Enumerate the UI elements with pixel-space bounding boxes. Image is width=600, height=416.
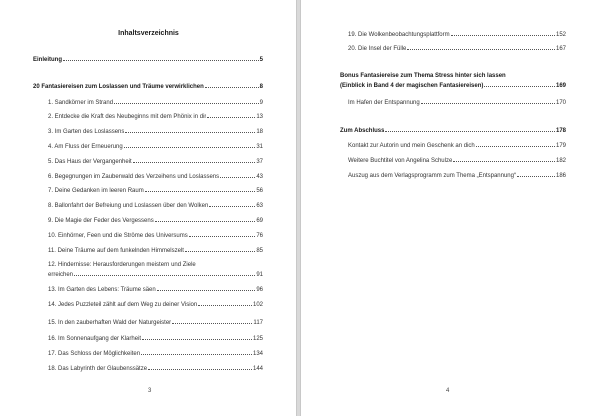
toc-entry-label: 9. Die Magie der Feder des Vergessens: [48, 218, 154, 224]
toc-entry-wrapped[interactable]: [48, 261, 263, 280]
toc-entry-page: 5: [259, 57, 263, 63]
toc-entry[interactable]: [348, 44, 566, 53]
toc-entry[interactable]: [48, 186, 263, 195]
page-number-left: 3: [148, 388, 152, 394]
toc-entry[interactable]: [48, 172, 263, 181]
dot-leader: [141, 349, 252, 355]
toc-entry-page: 167: [555, 46, 566, 52]
toc-entry-page: 186: [555, 173, 566, 179]
dot-leader: [476, 141, 555, 147]
dot-leader: [198, 300, 252, 306]
toc-entry-label: 5. Das Haus der Vergangenheit: [48, 159, 132, 165]
toc-entry-page: 179: [555, 143, 566, 149]
toc-entry-page: 37: [256, 159, 263, 165]
dot-leader: [124, 142, 256, 148]
dot-leader: [157, 285, 256, 291]
toc-entry-label: Im Hafen der Entspannung: [348, 100, 420, 106]
toc-entry[interactable]: [48, 349, 263, 358]
toc-entry[interactable]: [48, 201, 263, 210]
dot-leader: [114, 98, 259, 104]
toc-entry-label-line2: erreichen: [48, 272, 74, 278]
toc-entry-label: 4. Am Fluss der Erneuerung: [48, 144, 123, 150]
toc-entry-label: 6. Begegnungen im Zauberwald des Verzeihens und Loslassens: [48, 174, 220, 180]
toc-entry-label-line2: (Einblick in Band 4 der magischen Fantasiereisen): [340, 83, 484, 89]
toc-entry-label: 10. Einhörner, Feen und die Ströme des Universums: [48, 233, 188, 239]
dot-leader: [185, 246, 255, 252]
toc-entry[interactable]: [48, 300, 263, 309]
toc-entry-page: 96: [256, 287, 263, 293]
dot-leader: [220, 172, 255, 178]
toc-entry-page: 69: [256, 218, 263, 224]
dot-leader: [451, 30, 555, 36]
toc-title: Inhaltsverzeichnis: [118, 30, 179, 37]
dot-leader: [145, 186, 256, 192]
toc-entry-page: 63: [256, 203, 263, 209]
dot-leader: [74, 270, 255, 276]
toc-entry-page: 102: [252, 302, 263, 308]
dot-leader: [125, 127, 255, 133]
dot-leader: [207, 112, 255, 118]
toc-entry-page: 85: [256, 248, 263, 254]
toc-entry-label: 8. Ballonfahrt der Befreiung und Loslassen über den Wolken: [48, 203, 209, 209]
toc-entry-label: 20. Die Insel der Fülle: [348, 46, 407, 52]
toc-entry-label: 16. Im Sonnenaufgang der Klarheit: [48, 336, 142, 342]
toc-entry-label: 18. Das Labyrinth der Glaubenssätze: [48, 366, 148, 372]
toc-entry[interactable]: [348, 171, 566, 180]
toc-entry-page: 76: [256, 233, 263, 239]
toc-entry-label: 19. Die Wolkenbeobachtungsplattform: [348, 32, 450, 38]
toc-entry-section-fantasiereisen[interactable]: [33, 82, 263, 91]
dot-leader: [155, 216, 256, 222]
toc-entry-page: 152: [555, 32, 566, 38]
dot-leader: [407, 44, 555, 50]
toc-entry-einleitung[interactable]: [33, 55, 263, 64]
toc-entry-label: 20 Fantasiereisen zum Loslassen und Träume verwirklichen: [33, 84, 204, 90]
toc-entry-label: 2. Entdecke die Kraft des Neubeginns mit dem Phönix in dir: [48, 114, 207, 120]
dot-leader: [421, 98, 555, 104]
toc-entry-zum-abschluss[interactable]: [340, 126, 566, 135]
toc-entry-page: 178: [555, 128, 566, 134]
dot-leader: [453, 156, 555, 162]
toc-entry-label: Zum Abschluss: [340, 128, 385, 134]
dot-leader: [517, 171, 555, 177]
toc-entry-label: Auszug aus dem Verlagsprogramm zum Thema „Entspannung“: [348, 173, 516, 179]
dot-leader: [172, 318, 252, 324]
toc-entry-page: 134: [252, 351, 263, 357]
toc-entry-label: 3. Im Garten des Loslassens: [48, 129, 125, 135]
toc-entry[interactable]: [48, 216, 263, 225]
toc-entry[interactable]: [48, 364, 263, 373]
toc-entry-page: 18: [256, 129, 263, 135]
toc-entry-label: Weitere Buchtitel von Angelina Schulze: [348, 158, 453, 164]
toc-entry-label: 14. Jedes Puzzleteil zählt auf dem Weg zu deiner Vision: [48, 302, 198, 308]
toc-entry[interactable]: [48, 285, 263, 294]
toc-entry[interactable]: [48, 334, 263, 343]
toc-entry-label-line1: Bonus Fantasiereise zum Thema Stress hinter sich lassen: [340, 73, 506, 79]
dot-leader: [148, 364, 252, 370]
toc-entry[interactable]: [48, 246, 263, 255]
toc-entry-label: 13. Im Garten des Lebens: Träume säen: [48, 287, 156, 293]
dot-leader: [205, 82, 259, 88]
toc-entry-label: 7. Deine Gedanken im leeren Raum: [48, 188, 144, 194]
toc-entry-label: Einleitung: [33, 57, 62, 63]
toc-entry[interactable]: [48, 127, 263, 136]
toc-entry-page: 91: [256, 272, 263, 278]
toc-entry-label: 1. Sandkörner im Strand: [48, 100, 114, 106]
toc-entry[interactable]: [48, 112, 263, 121]
toc-entry[interactable]: [48, 318, 263, 327]
toc-entry-page: 31: [256, 144, 263, 150]
dot-leader: [189, 231, 256, 237]
dot-leader: [385, 126, 555, 132]
toc-entry[interactable]: [48, 231, 263, 240]
dot-leader: [484, 81, 555, 87]
toc-entry-page: 43: [256, 174, 263, 180]
toc-entry[interactable]: [348, 156, 566, 165]
dot-leader: [63, 55, 259, 61]
toc-entry-bonus[interactable]: [340, 72, 566, 91]
right-page: [300, 0, 600, 416]
toc-entry-page: 117: [253, 320, 263, 326]
dot-leader: [133, 157, 256, 163]
toc-entry-page: 13: [256, 114, 263, 120]
toc-entry-label: 11. Deine Träume auf dem funkelnden Himmelszelt: [48, 248, 184, 254]
toc-entry[interactable]: [48, 142, 263, 151]
toc-entry-page: 125: [252, 336, 263, 342]
toc-entry[interactable]: [348, 141, 566, 150]
toc-entry-page: 182: [555, 158, 566, 164]
toc-entry[interactable]: [348, 98, 566, 107]
toc-entry[interactable]: [48, 157, 263, 166]
toc-entry-label: 17. Das Schloss der Möglichkeiten: [48, 351, 141, 357]
toc-entry-label-line1: 12. Hindernisse: Herausforderungen meistern und Ziele: [48, 262, 196, 268]
dot-leader: [209, 201, 255, 207]
toc-entry-page: 170: [555, 100, 566, 106]
toc-entry-page: 8: [259, 84, 263, 90]
toc-entry[interactable]: [348, 30, 566, 39]
toc-entry-page: 56: [256, 188, 263, 194]
dot-leader: [142, 334, 252, 340]
toc-entry[interactable]: [48, 98, 263, 107]
toc-entry-page: 169: [555, 83, 566, 89]
toc-entry-page: 144: [252, 366, 263, 372]
toc-entry-page: 9: [259, 100, 263, 106]
page-number-right: 4: [446, 388, 450, 394]
toc-entry-label: 15. In den zauberhaften Wald der Naturgeister: [48, 320, 172, 326]
toc-entry-label: Kontakt zur Autorin und mein Geschenk an dich: [348, 143, 475, 149]
